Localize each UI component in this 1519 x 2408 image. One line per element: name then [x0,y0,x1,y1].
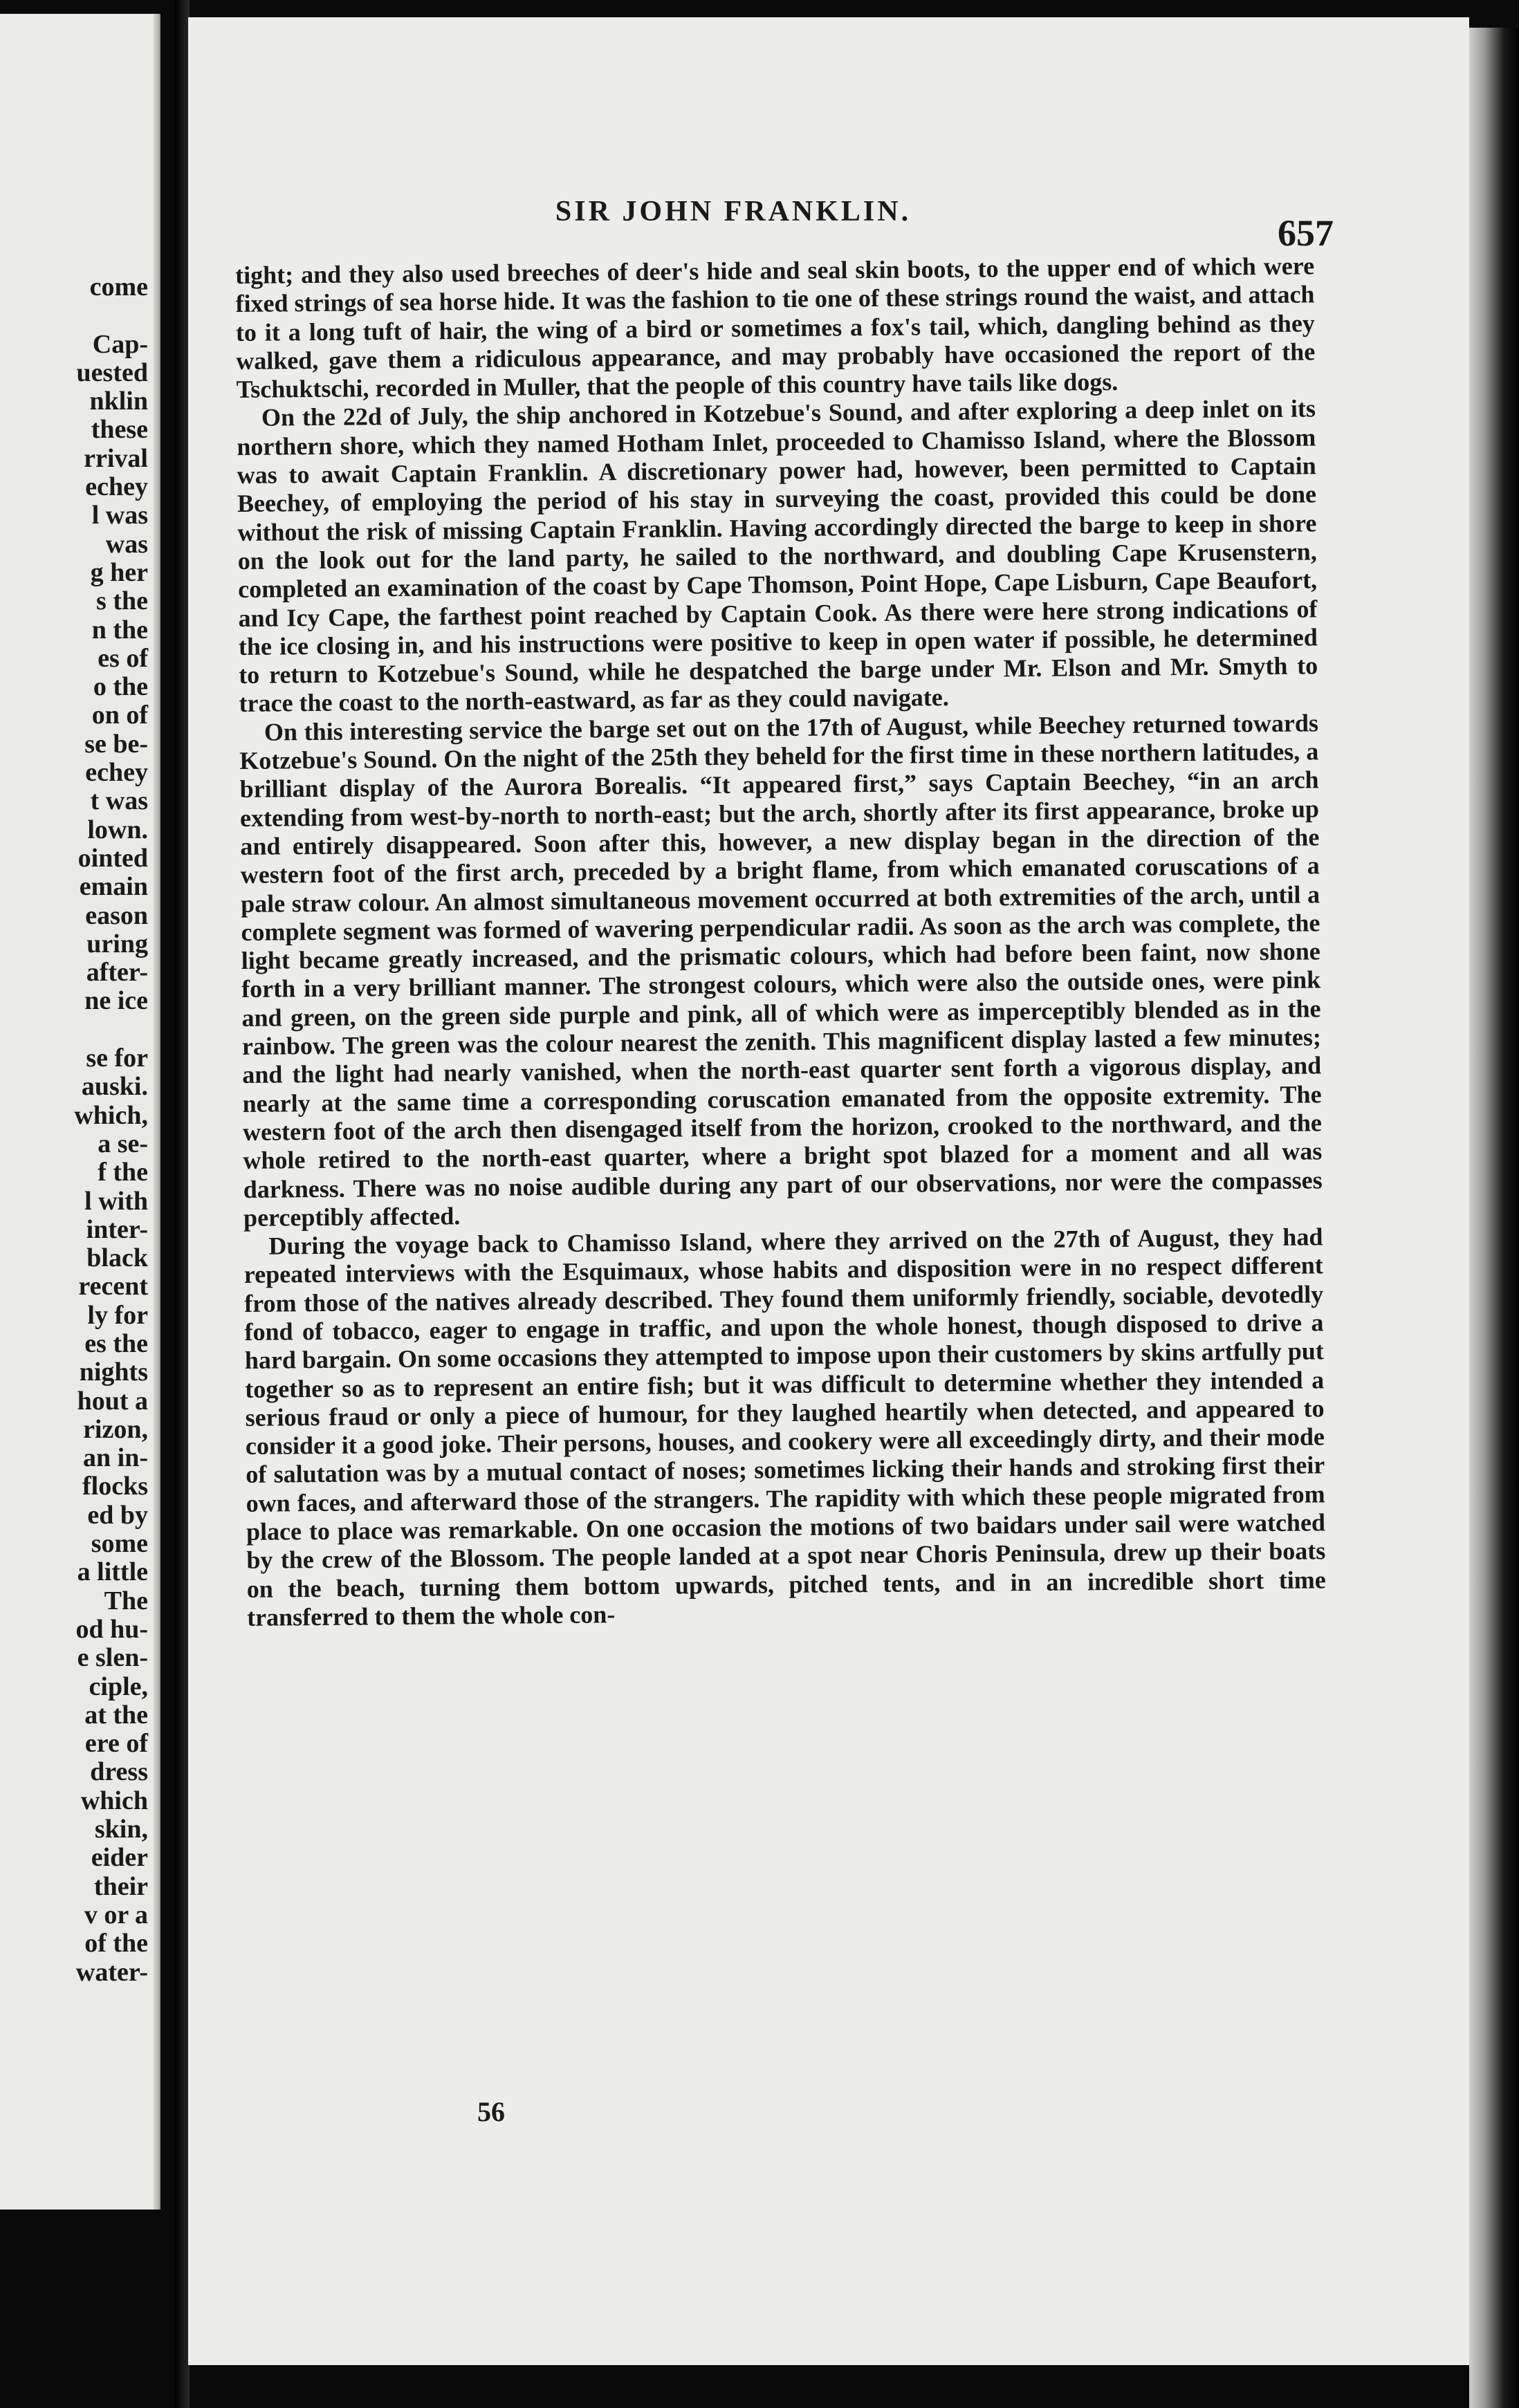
paragraph: On this interesting service the barge set out on the 17th of August, while Beechey returned towards Kotzebue's Sound. On the night of the 25th they beheld for the first time in these northern latitudes, a brilliant display of the Aurora Borealis. “It appeared first,” says Captain Beechey, “in an arch extending from west-by-north to north-east; but the arch, shortly after its first appearance, broke up and entirely disappeared. Soon after this, however, a new display began in the direction of the western foot of the first arch, preceded by a bright flame, from which emanated coruscations of a pale straw colour. An almost simultaneous movement occurred at both extremities of the arch, until a complete segment was formed of wavering perpendicular radii. As soon as the arch was complete, the light became greatly increased, and the prismatic colours, which had before been faint, now shone forth in a very brilliant manner. The strongest colours, which were also the outside ones, were pink and green, on the green side purple and pink, all of which were as imperceptibly blended as in the rainbow. The green was the colour nearest the zenith. This magnificent display lasted a few minutes; and the light had nearly vanished, when the north-east quarter sent forth a vigorous display, and nearly at the same time a corresponding coruscation emanated from the opposite extremity. The western foot of the arch then disengaged itself from the horizon, crooked to the northward, and the whole retired to the north-east quarter, where a bright spot blazed for a moment and all was darkness. There was no noise audible during any part of our observations, nor were the compasses perceptibly affected. [239,709,1323,1232]
paragraph: During the voyage back to Chamisso Island, where they arrived on the 27th of August, they had repeated interviews with the Esquimaux, whose habits and disposition were in no respect different from those of the natives already described. They found them uniformly friendly, sociable, devotedly fond of tobacco, eager to engage in traffic, and upon the whole honest, though disposed to drive a hard bargain. On some occasions they attempted to impose upon their customers by skins artfully put together so as to represent an entire fish; but it was difficult to determine whether they intended a serious fraud or only a piece of humour, for they laughed heartily when detected, and appeared to consider it a good joke. Their persons, houses, and cookery were all exceedingly dirty, and their mode of salutation was by a mutual contact of noses; sometimes licking their hands and stroking first their own faces, and afterward those of the strangers. The rapidity with which these people migrated from place to place was remarkable. On one occasion the motions of two baidars under sail were watched by the crew of the Blossom. The people landed at a spot near Choris Peninsula, drew up their boats on the beach, turning them bottom upwards, pitched tents, and in an incredible short time transferred to them the whole con- [243,1223,1326,1631]
page-number: 657 [1278,212,1334,254]
left-page [0,14,160,2210]
page-edge-border [1469,28,1519,2408]
paragraph: On the 22d of July, the ship anchored in Kotzebue's Sound, and after exploring a deep inlet on its northern shore, which they named Hotham Inlet, proceeded to Chamisso Island, where the Blossom was to await Captain Franklin. A discretionary power had, however, been permitted to Captain Beechey, of employing the period of his stay in surveying the coast, provided this could be done without the risk of missing Captain Franklin. Having accordingly directed the barge to keep in shore on the look out for the land party, he sailed to the northward, and doubling Cape Krusenstern, completed an examination of the coast by Cape Thomson, Point Hope, Cape Lisburn, Cape Beaufort, and Icy Cape, the farthest point reached by Captain Cook. As there were here strong indications of the ice closing in, and his instructions were positive to keep in open water if possible, he determined to return to Kotzebue's Sound, while he despatched the barge under Mr. Elson and Mr. Smyth to trace the coast to the north-eastward, as far as they could navigate. [237,394,1318,718]
running-head: SIR JOHN FRANKLIN. [555,196,912,228]
body-text [235,252,1326,1632]
signature-mark: 56 [477,2096,505,2127]
paragraph: tight; and they also used breeches of deer's hide and seal skin boots, to the upper end of which were fixed strings of sea horse hide. It was the fashion to tie one of these strings round the waist, and attach to it a long tuft of hair, the wing of a bird or sometimes a fox's tail, which, dangling behind as they walked, gave them a ridiculous appearance, and may probably have occasioned the report of the Tschuktschi, recorded in Muller, that the people of this country have tails like dogs. [235,252,1316,404]
left-page-text-fragments: come Cap- uested nklin these rrival echey l was was g her s the n the es of o the on of se be- echey t was lown. ointed emain eason uring after- ne ice se for auski. which, a se- f the l with inter- black recent ly for es the nights hout a rizon, an in- flocks ed by some a little The od hu- e slen- ciple, at the ere of dress which skin, eider their v or a of the water- [74,272,148,1987]
left-page-edge [154,14,160,2210]
book-spine-shadow [174,0,190,2408]
